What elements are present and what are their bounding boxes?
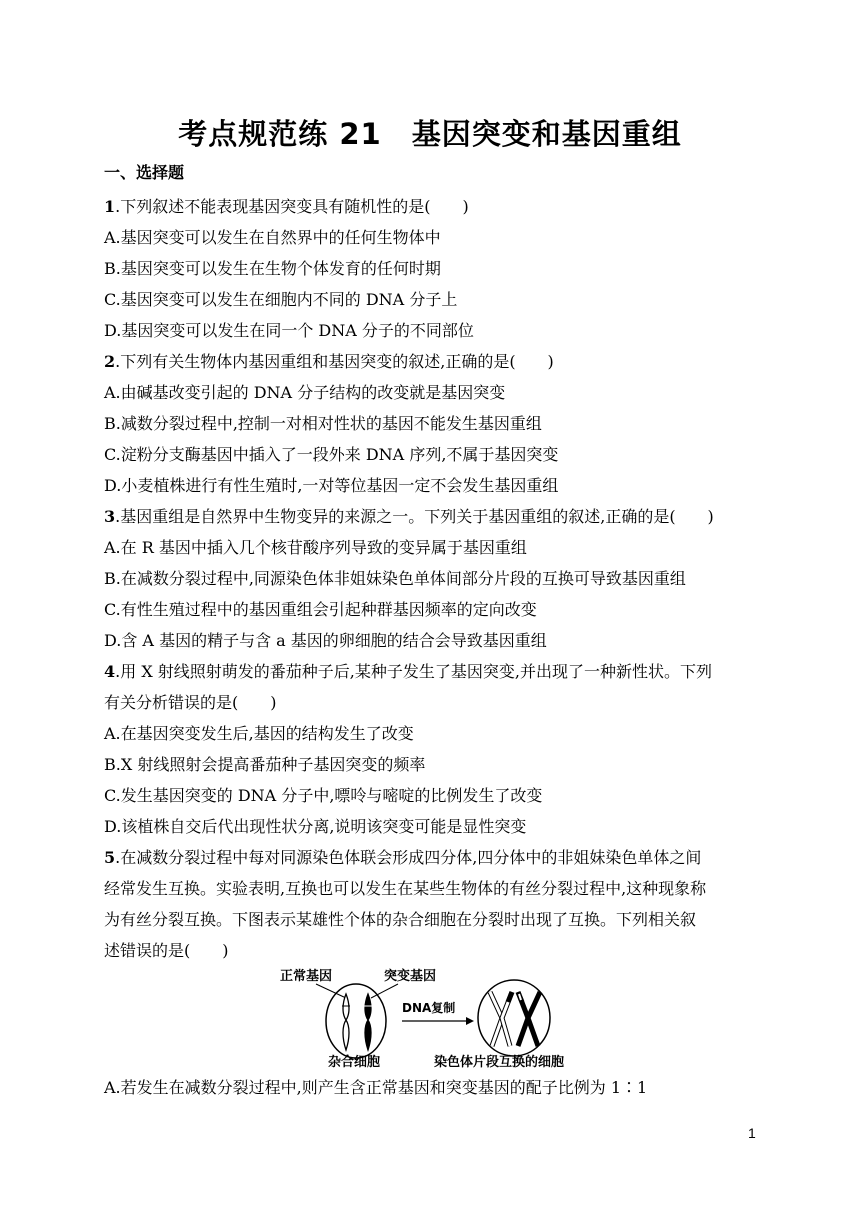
caption-left: 杂合细胞 bbox=[328, 1055, 381, 1070]
line-text: C.有性生殖过程中的基因重组会引起种群基因频率的定向改变 bbox=[104, 600, 537, 619]
text-line bbox=[104, 470, 760, 501]
text-line bbox=[104, 439, 760, 470]
line-text: .下列叙述不能表现基因突变具有随机性的是( ) bbox=[115, 197, 469, 216]
line-text: B.在减数分裂过程中,同源染色体非姐妹染色单体间部分片段的互换可导致基因重组 bbox=[104, 569, 686, 588]
question-list bbox=[104, 191, 760, 966]
crossover-chromosome-right bbox=[518, 992, 540, 1046]
line-text: D.小麦植株进行有性生殖时,一对等位基因一定不会发生基因重组 bbox=[104, 476, 559, 495]
label-mutant-gene: 突变基因 bbox=[384, 969, 437, 984]
question-stem bbox=[104, 842, 760, 873]
line-text: .在减数分裂过程中每对同源染色体联会形成四分体,四分体中的非姐妹染色单体之间 bbox=[115, 848, 702, 867]
question-stem bbox=[104, 191, 760, 222]
text-line bbox=[104, 253, 760, 284]
text-line bbox=[104, 935, 760, 966]
text-line bbox=[104, 873, 760, 904]
mutant-chromosome bbox=[364, 994, 372, 1050]
text-line bbox=[104, 687, 760, 718]
line-text: B.X 射线照射会提高番茄种子基因突变的频率 bbox=[104, 755, 426, 774]
question-number: 3 bbox=[104, 507, 116, 526]
section-heading: 一、选择题 bbox=[104, 163, 185, 182]
text-line bbox=[104, 780, 760, 811]
text-line bbox=[104, 532, 760, 563]
line-text: A.在基因突变发生后,基因的结构发生了改变 bbox=[104, 724, 414, 743]
line-text: A.基因突变可以发生在自然界中的任何生物体中 bbox=[104, 228, 441, 247]
text-line bbox=[104, 811, 760, 842]
text-line bbox=[104, 377, 760, 408]
line-text: .用 X 射线照射萌发的番茄种子后,某种子发生了基因突变,并出现了一种新性状。下列 bbox=[115, 662, 712, 681]
question-number: 5 bbox=[104, 848, 116, 867]
text-line bbox=[104, 315, 760, 346]
line-text: A.在 R 基因中插入几个核苷酸序列导致的变异属于基因重组 bbox=[104, 538, 527, 557]
line-text: D.该植株自交后代出现性状分离,说明该突变可能是显性突变 bbox=[104, 817, 527, 836]
text-line bbox=[104, 408, 760, 439]
text-line bbox=[104, 284, 760, 315]
line-text: .下列有关生物体内基因重组和基因突变的叙述,正确的是( ) bbox=[115, 352, 554, 371]
line-text: B.基因突变可以发生在生物个体发育的任何时期 bbox=[104, 259, 441, 278]
line-text: 述错误的是( ) bbox=[104, 941, 229, 960]
text-line bbox=[104, 563, 760, 594]
line-text: 为有丝分裂互换。下图表示某雄性个体的杂合细胞在分裂时出现了互换。下列相关叙 bbox=[104, 910, 697, 929]
line-text: .基因重组是自然界中生物变异的来源之一。下列关于基因重组的叙述,正确的是( ) bbox=[115, 507, 714, 526]
line-text: A.由碱基改变引起的 DNA 分子结构的改变就是基因突变 bbox=[104, 383, 506, 402]
text-line bbox=[104, 222, 760, 253]
line-text: D.含 A 基因的精子与含 a 基因的卵细胞的结合会导致基因重组 bbox=[104, 631, 547, 650]
question-stem bbox=[104, 501, 760, 532]
label-normal-gene: 正常基因 bbox=[280, 969, 333, 984]
normal-chromosome bbox=[342, 994, 350, 1050]
caption-right: 染色体片段互换的细胞 bbox=[434, 1055, 565, 1070]
page-number: 1 bbox=[748, 1125, 756, 1141]
text-line bbox=[104, 904, 760, 935]
line-text: C.发生基因突变的 DNA 分子中,嘌呤与嘧啶的比例发生了改变 bbox=[104, 786, 543, 805]
line-text: C.基因突变可以发生在细胞内不同的 DNA 分子上 bbox=[104, 290, 458, 309]
question-number: 4 bbox=[104, 662, 116, 681]
line-text: 有关分析错误的是( ) bbox=[104, 693, 277, 712]
text-line bbox=[104, 594, 760, 625]
option-5a: A.若发生在减数分裂过程中,则产生含正常基因和突变基因的配子比例为 1∶1 bbox=[104, 1078, 648, 1097]
chromosome-figure bbox=[278, 966, 588, 1070]
arrow-label: DNA复制 bbox=[402, 1001, 456, 1015]
line-text: 经常发生互换。实验表明,互换也可以发生在某些生物体的有丝分裂过程中,这种现象称 bbox=[104, 879, 707, 898]
line-text: D.基因突变可以发生在同一个 DNA 分子的不同部位 bbox=[104, 321, 474, 340]
text-line bbox=[104, 718, 760, 749]
question-stem bbox=[104, 656, 760, 687]
text-line bbox=[104, 749, 760, 780]
question-number: 2 bbox=[104, 352, 116, 371]
line-text: C.淀粉分支酶基因中插入了一段外来 DNA 序列,不属于基因突变 bbox=[104, 445, 559, 464]
page-title: 考点规范练 21 基因突变和基因重组 bbox=[178, 117, 682, 151]
question-number: 1 bbox=[104, 197, 116, 216]
text-line bbox=[104, 625, 760, 656]
heterozygous-cell bbox=[326, 984, 386, 1058]
crossover-chromosome-left bbox=[490, 992, 512, 1046]
line-text: B.减数分裂过程中,控制一对相对性状的基因不能发生基因重组 bbox=[104, 414, 542, 433]
question-stem bbox=[104, 346, 760, 377]
